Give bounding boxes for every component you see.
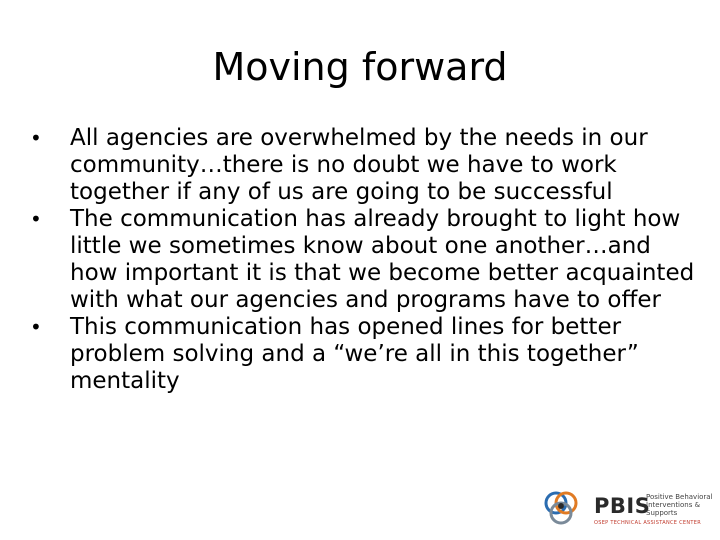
pbis-tagline-line-1: Positive Behavioral [646,493,713,501]
bullet-item [22,125,702,206]
bullet-text: This communication has opened lines for better problem solving and a “we’re all in this together” mentality [70,314,639,394]
pbis-tagline [646,493,716,517]
bullet-marker: • [30,126,42,150]
pbis-tagline-line-2: Interventions & Supports [646,501,701,517]
bullet-marker: • [30,207,42,231]
bullet-list [22,125,702,395]
pbis-logo [536,488,716,530]
pbis-logo-mark-icon [536,488,590,530]
bullet-item [22,314,702,395]
pbis-center-label: OSEP TECHNICAL ASSISTANCE CENTER [594,520,701,526]
pbis-wordmark: PBIS [594,494,651,518]
bullet-marker: • [30,315,42,339]
bullet-item [22,206,702,314]
bullet-text: All agencies are overwhelmed by the needs in our community…there is no doubt we have to work together if any of us are going to be successful [70,125,648,205]
slide-title: Moving forward [212,45,508,89]
bullet-text: The communication has already brought to light how little we sometimes know about one another…and how important it is that we become better acquainted with what our agencies and programs have to offer [70,206,695,313]
